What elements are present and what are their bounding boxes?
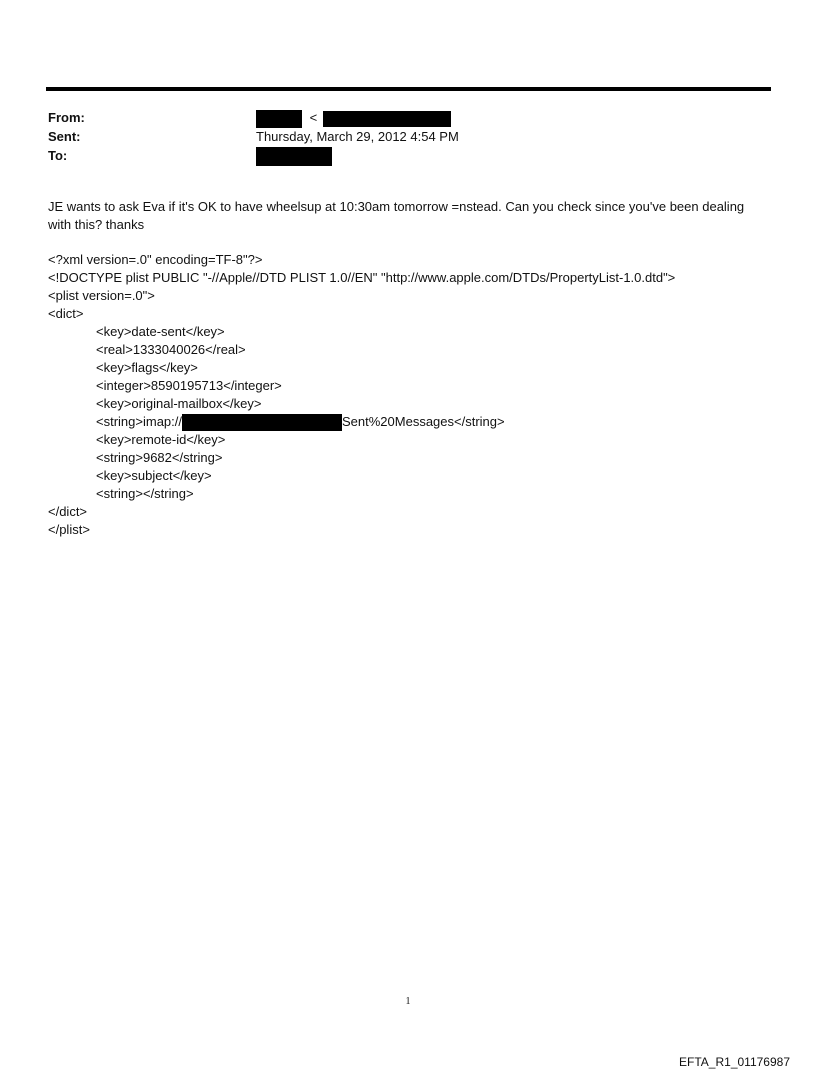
sent-row (48, 127, 768, 146)
xml-line: </dict> (48, 504, 88, 519)
xml-line: <!DOCTYPE plist PUBLIC "-//Apple//DTD PLIST 1.0//EN" "http://www.apple.com/DTDs/PropertyList-1.0.dtd"> (48, 270, 676, 285)
document-id: EFTA_R1_01176987 (679, 1055, 790, 1069)
to-row (48, 146, 768, 165)
from-angle-bracket: < (309, 110, 318, 125)
xml-line: <key>original-mailbox</key> (96, 396, 262, 411)
from-row (48, 108, 768, 127)
message-text: JE wants to ask Eva if it's OK to have wheelsup at 10:30am tomorrow =nstead. Can you check since you've been dealing with this? thanks (48, 199, 745, 232)
redaction-block (182, 414, 342, 431)
xml-line: <?xml version=.0" encoding=TF-8"?> (48, 252, 263, 267)
xml-string-end: Sent%20Messages</string> (342, 414, 505, 429)
xml-line: <integer>8590195713</integer> (96, 378, 282, 393)
redaction-block (323, 111, 451, 127)
email-header (48, 108, 768, 165)
xml-line: <key>subject</key> (96, 468, 212, 483)
xml-line: <dict> (48, 306, 84, 321)
xml-line: <string></string> (96, 486, 194, 501)
sent-label: Sent: (48, 129, 81, 144)
xml-line-redacted (48, 413, 770, 431)
xml-string-start: <string>imap:// (96, 414, 182, 429)
page-number: 1 (405, 996, 411, 1007)
xml-line: <string>9682</string> (96, 450, 223, 465)
to-value (256, 146, 332, 166)
xml-line: </plist> (48, 522, 90, 537)
redaction-block (256, 110, 302, 128)
xml-line: <key>flags</key> (96, 360, 198, 375)
xml-line: <plist version=.0"> (48, 288, 155, 303)
plist-xml-block (48, 251, 770, 539)
to-label: To: (48, 148, 68, 163)
redaction-block (256, 147, 332, 166)
xml-line: <key>date-sent</key> (96, 324, 225, 339)
message-body (48, 198, 770, 234)
xml-line: <key>remote-id</key> (96, 432, 226, 447)
from-value (256, 108, 451, 128)
xml-line: <real>1333040026</real> (96, 342, 246, 357)
sent-value: Thursday, March 29, 2012 4:54 PM (256, 129, 459, 144)
from-label: From: (48, 110, 85, 125)
header-rule (46, 87, 771, 91)
